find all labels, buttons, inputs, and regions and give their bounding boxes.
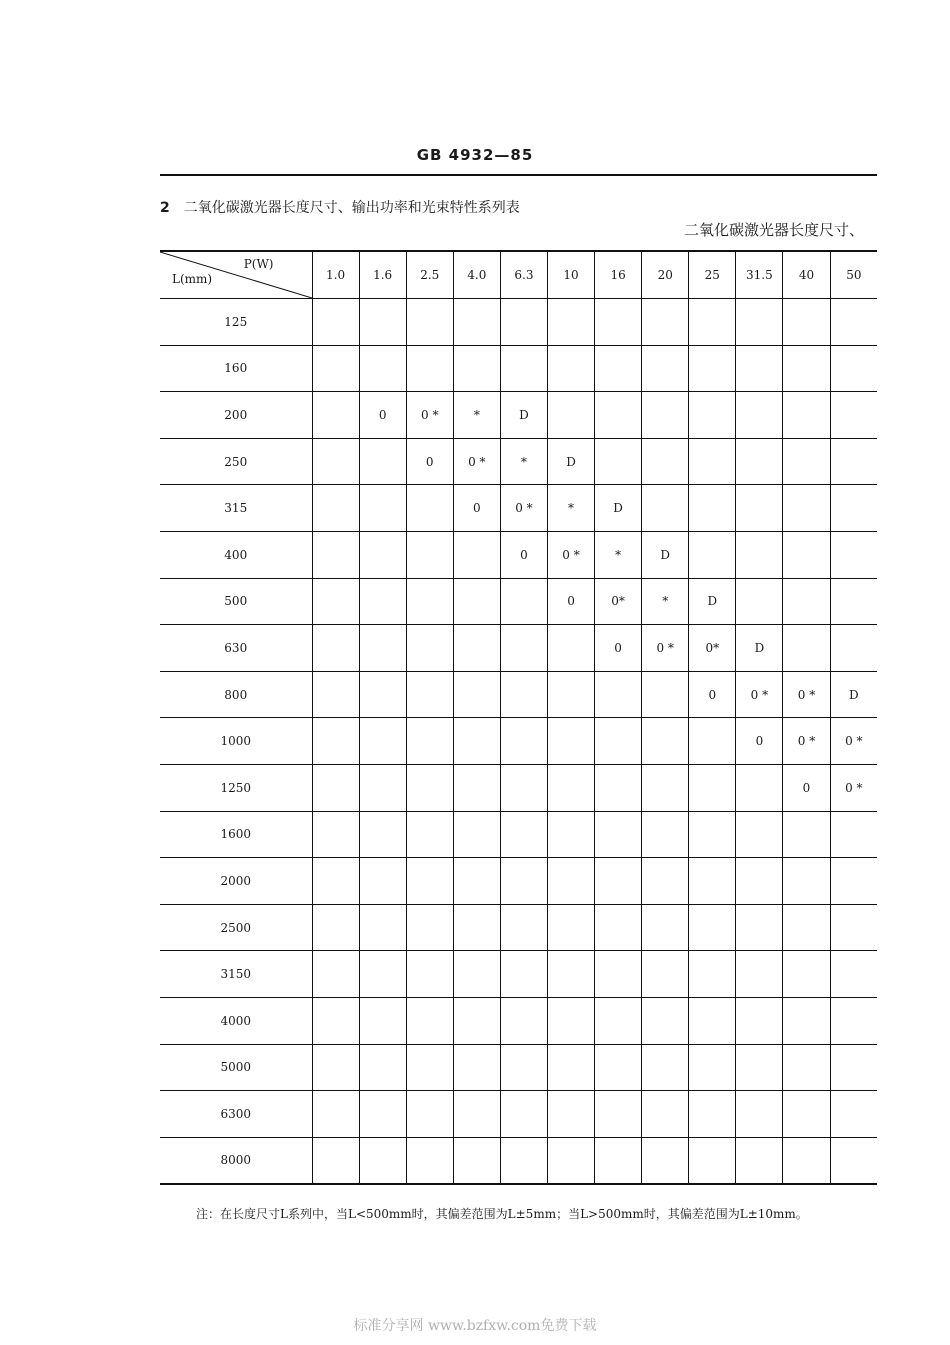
table-cell: 0 [689,671,736,718]
table-cell [453,1044,500,1091]
section-number: 2 [160,200,170,216]
row-length-label: 800 [160,671,312,718]
table-cell [359,531,406,578]
table-cell [830,1137,877,1184]
row-length-label: 5000 [160,1044,312,1091]
table-cell [736,858,783,905]
table-cell [547,764,594,811]
table-cell [830,392,877,439]
table-cell [595,904,642,951]
table-cell [359,997,406,1044]
table-cell [689,1091,736,1138]
table-row [160,904,877,951]
table-cell [500,625,547,672]
table-cell [783,951,830,998]
table-cell [312,392,359,439]
table-cell [500,951,547,998]
table-cell [500,904,547,951]
table-cell [406,1137,453,1184]
table-cell [595,392,642,439]
row-length-label: 6300 [160,1091,312,1138]
table-cell [312,671,359,718]
table-cell [736,299,783,346]
table-row [160,1044,877,1091]
table-cell [453,299,500,346]
table-cell [783,1044,830,1091]
table-cell [830,1091,877,1138]
table-cell [312,811,359,858]
table-cell [500,578,547,625]
table-cell [406,904,453,951]
table-cell [359,625,406,672]
table-cell [736,578,783,625]
row-length-label: 1600 [160,811,312,858]
table-cell [453,1137,500,1184]
table-cell [595,1091,642,1138]
table-cell [595,1137,642,1184]
table-cell [830,951,877,998]
column-header: 40 [783,251,830,299]
table-cell [736,811,783,858]
table-cell [500,997,547,1044]
table-cell [595,345,642,392]
row-length-label: 250 [160,438,312,485]
table-cell [547,1044,594,1091]
table-cell [406,811,453,858]
table-cell [359,299,406,346]
row-length-label: 2000 [160,858,312,905]
table-cell [359,578,406,625]
table-cell [406,1044,453,1091]
table-cell [453,625,500,672]
table-cell [453,811,500,858]
table-cell [312,951,359,998]
row-length-label: 200 [160,392,312,439]
column-header: 31.5 [736,251,783,299]
table-cell [547,299,594,346]
table-cell [736,951,783,998]
table-cell [312,858,359,905]
table-cell: 0 * [736,671,783,718]
column-header: 1.6 [359,251,406,299]
table-cell [312,438,359,485]
table-cell [500,671,547,718]
row-length-label: 125 [160,299,312,346]
table-cell [595,811,642,858]
table-cell [830,811,877,858]
table-cell [689,997,736,1044]
table-cell [359,811,406,858]
table-cell [642,997,689,1044]
column-header: 20 [642,251,689,299]
table-cell [406,764,453,811]
table-cell [406,345,453,392]
table-cell [359,718,406,765]
table-cell [736,1044,783,1091]
table-cell: D [689,578,736,625]
table-cell [783,625,830,672]
table-cell [830,438,877,485]
standard-number: GB 4932—85 [416,146,534,164]
table-cell [642,392,689,439]
table-cell [595,299,642,346]
table-cell [830,578,877,625]
table-cell [500,1091,547,1138]
table-row [160,625,877,672]
table-cell [453,1091,500,1138]
table-cell [642,1091,689,1138]
table-cell: 0 [359,392,406,439]
table-cell [500,858,547,905]
table-cell [359,951,406,998]
column-header: 25 [689,251,736,299]
table-cell [453,951,500,998]
table-cell [359,438,406,485]
table-cell: 0 [453,485,500,532]
table-cell [453,718,500,765]
table-cell [359,904,406,951]
table-row [160,997,877,1044]
table-cell [312,299,359,346]
column-header: 1.0 [312,251,359,299]
table-cell [689,392,736,439]
table-cell [830,531,877,578]
table-cell: D [595,485,642,532]
table-cell [500,718,547,765]
table-cell: 0 * [453,438,500,485]
table-cell [312,1091,359,1138]
table-cell [689,485,736,532]
table-header-row [160,251,877,299]
table-cell [500,1137,547,1184]
column-header: 2.5 [406,251,453,299]
table-row [160,1091,877,1138]
table-cell [547,718,594,765]
table-cell [359,671,406,718]
table-cell [359,345,406,392]
table-cell: 0 * [547,531,594,578]
row-length-label: 160 [160,345,312,392]
row-length-label: 315 [160,485,312,532]
table-cell [595,1044,642,1091]
table-cell [595,858,642,905]
table-cell [689,764,736,811]
table-cell: 0* [595,578,642,625]
table-cell [642,1137,689,1184]
table-row [160,392,877,439]
table-cell [312,1044,359,1091]
table-cell [547,997,594,1044]
table-cell [595,764,642,811]
table-cell [736,531,783,578]
table-cell [736,997,783,1044]
table-cell [547,904,594,951]
table-cell [783,811,830,858]
table-cell [406,1091,453,1138]
table-cell: 0 * [406,392,453,439]
table-cell [547,951,594,998]
table-cell [547,392,594,439]
table-cell [783,531,830,578]
row-length-label: 400 [160,531,312,578]
table-cell [453,858,500,905]
table-cell: 0 * [642,625,689,672]
table-cell [406,951,453,998]
table-cell [689,531,736,578]
table-cell [406,299,453,346]
table-cell [642,858,689,905]
table-cell: D [830,671,877,718]
row-length-label: 1250 [160,764,312,811]
table-cell: * [642,578,689,625]
row-length-label: 630 [160,625,312,672]
table-row [160,485,877,532]
table-cell: 0 * [783,718,830,765]
table-cell [406,578,453,625]
table-cell: 0 * [783,671,830,718]
table-cell [689,718,736,765]
table-cell [312,904,359,951]
table-cell: 0 * [830,764,877,811]
table-cell [312,764,359,811]
column-header: 50 [830,251,877,299]
table-row [160,578,877,625]
table-cell [830,299,877,346]
table-cell [406,485,453,532]
table-cell [500,299,547,346]
table-cell [500,1044,547,1091]
table-cell [689,299,736,346]
table-cell [689,438,736,485]
table-cell [453,997,500,1044]
table-cell [453,345,500,392]
table-cell [689,345,736,392]
table-cell [312,625,359,672]
table-cell: 0 [547,578,594,625]
table-cell [689,904,736,951]
table-cell [783,392,830,439]
table-cell [783,299,830,346]
table-cell [406,718,453,765]
table-cell [547,858,594,905]
table-cell [642,438,689,485]
table-cell: D [547,438,594,485]
table-cell [595,951,642,998]
table-cell [500,764,547,811]
table-cell [406,531,453,578]
table-cell [406,858,453,905]
table-cell [783,1091,830,1138]
table-cell [736,1091,783,1138]
table-cell [642,345,689,392]
table-cell: * [595,531,642,578]
table-cell [453,531,500,578]
table-cell [406,671,453,718]
table-cell [736,438,783,485]
table-cell: 0 [736,718,783,765]
power-axis-label: P(W) [243,257,274,271]
table-cell: 0 * [500,485,547,532]
table-cell: 0 [500,531,547,578]
table-cell [547,625,594,672]
table-cell [783,485,830,532]
table-cell [736,345,783,392]
footnote: 注：在长度尺寸L系列中，当L<500mm时，其偏差范围为L±5mm；当L>500mm时，其偏差范围为L±10mm。 [196,1207,808,1221]
table-cell [830,485,877,532]
table-cell [736,764,783,811]
row-length-label: 8000 [160,1137,312,1184]
table-cell [359,1091,406,1138]
table-cell [642,671,689,718]
table-cell [547,1137,594,1184]
table-cell [642,485,689,532]
column-header: 10 [547,251,594,299]
table-cell: 0 [406,438,453,485]
table-cell [830,345,877,392]
table-row [160,671,877,718]
section-heading [160,197,520,217]
table-row [160,811,877,858]
table-cell [312,485,359,532]
table-cell [689,951,736,998]
laser-series-table [160,250,877,1185]
table-cell: * [453,392,500,439]
table-cell [359,764,406,811]
row-length-label: 4000 [160,997,312,1044]
table-cell [642,1044,689,1091]
table-cell [689,811,736,858]
table-cell [595,997,642,1044]
table-row [160,1137,877,1184]
table-cell: D [736,625,783,672]
table-row [160,858,877,905]
table-cell [736,1137,783,1184]
table-row [160,531,877,578]
table-cell [359,1044,406,1091]
row-length-label: 2500 [160,904,312,951]
table-cell [312,578,359,625]
table-cell [783,345,830,392]
table-cell [453,764,500,811]
table-cell: 0 [595,625,642,672]
table-cell [830,997,877,1044]
header-rule [160,174,877,176]
table-cell [783,997,830,1044]
table-cell [312,997,359,1044]
table-cell [595,718,642,765]
table-cell [783,858,830,905]
table-cell: * [500,438,547,485]
table-cell [547,345,594,392]
table-cell: 0 * [830,718,877,765]
table-row [160,718,877,765]
table-cell [830,1044,877,1091]
table-caption: 二氧化碳激光器长度尺寸、 [683,221,864,239]
table-cell [736,904,783,951]
table-cell [595,671,642,718]
table-cell [642,951,689,998]
table-cell: D [500,392,547,439]
table-cell [736,392,783,439]
table-cell [547,811,594,858]
row-length-label: 3150 [160,951,312,998]
table-cell [830,858,877,905]
table-cell [547,671,594,718]
table-cell [547,1091,594,1138]
table-cell: 0 [783,764,830,811]
table-cell [642,904,689,951]
table-cell [642,764,689,811]
table-cell [453,904,500,951]
row-length-label: 1000 [160,718,312,765]
table-row [160,438,877,485]
table-cell [689,1044,736,1091]
watermark: 标准分享网 www.bzfxw.com免费下载 [353,1318,597,1334]
length-axis-label: L(mm) [172,272,213,286]
table-cell [783,438,830,485]
table-cell [359,485,406,532]
column-header: 16 [595,251,642,299]
column-header: 6.3 [500,251,547,299]
table-cell [689,858,736,905]
table-cell [312,345,359,392]
section-title: 二氧化碳激光器长度尺寸、输出功率和光束特性系列表 [183,200,520,216]
table-body [160,299,877,1185]
table-cell [736,485,783,532]
table-cell [642,811,689,858]
table-cell [359,1137,406,1184]
table-row [160,764,877,811]
table-cell: D [642,531,689,578]
table-cell [312,531,359,578]
column-header: 4.0 [453,251,500,299]
table-cell [830,904,877,951]
table-cell [500,811,547,858]
table-row [160,951,877,998]
table-cell [595,438,642,485]
table-row [160,299,877,346]
table-row [160,345,877,392]
table-cell [406,997,453,1044]
table-cell [500,345,547,392]
table-cell [312,1137,359,1184]
table-cell [783,904,830,951]
table-cell: 0* [689,625,736,672]
diagonal-corner-cell [160,251,312,299]
table-cell [642,718,689,765]
table-cell [689,1137,736,1184]
table-cell [406,625,453,672]
table-cell [312,718,359,765]
table-cell [359,858,406,905]
table-cell [783,578,830,625]
table-cell [830,625,877,672]
table-cell [453,578,500,625]
table-cell: * [547,485,594,532]
table-cell [642,299,689,346]
table-cell [453,671,500,718]
row-length-label: 500 [160,578,312,625]
table-cell [783,1137,830,1184]
